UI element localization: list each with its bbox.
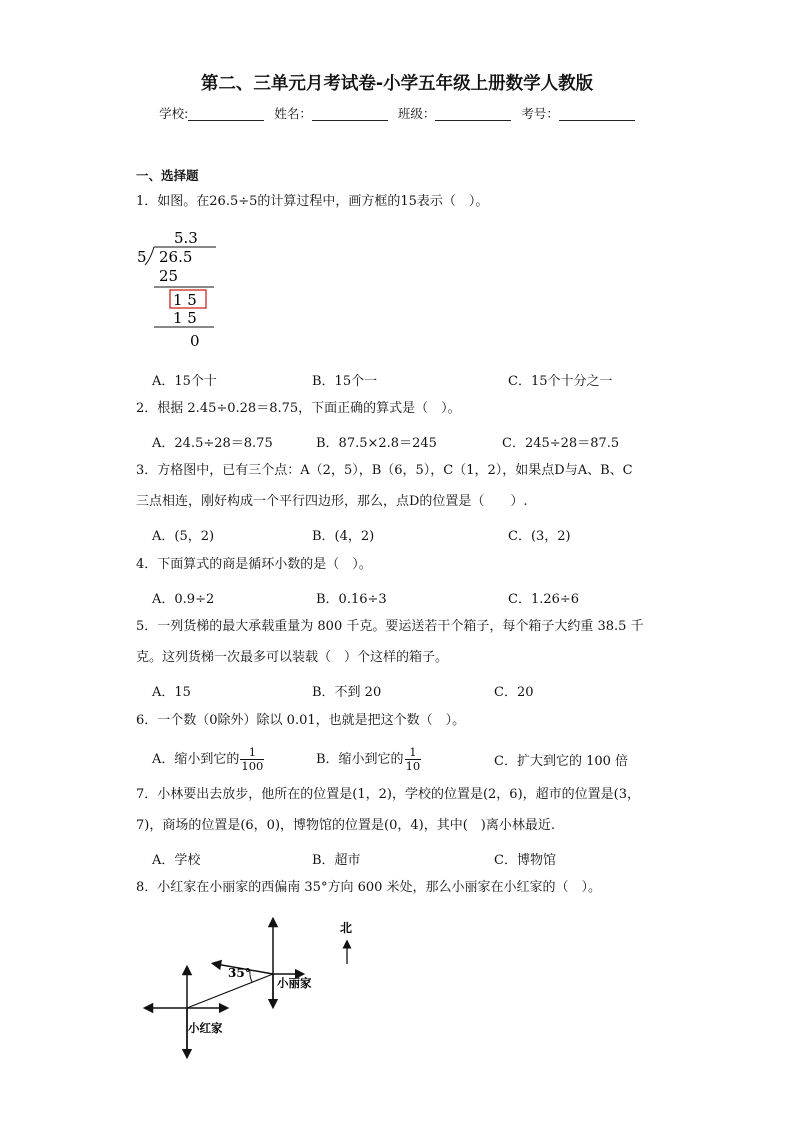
option-c[interactable]: C．扩大到它的 100 倍 [494,754,629,769]
question-number: 4． [136,557,158,572]
option-label: B．缩小到它的 [316,752,404,767]
student-info-line [0,104,794,122]
question-text: 下面算式的商是循环小数的是（ ）。 [157,557,372,572]
question-text: 小红家在小丽家的西偏南 35°方向 600 米处，那么小丽家在小红家的（ ）。 [157,880,602,895]
dividend-text: 26.5 [159,248,193,266]
angle-label: 35° [228,966,251,980]
option-c[interactable]: C．博物馆 [494,853,556,868]
name-label: 姓名： [274,106,312,121]
question-7 [136,779,666,841]
question-2 [136,393,666,424]
question-3 [136,455,666,517]
question-number: 5． [136,619,158,634]
question-text-line-2: 7)，商场的位置是(6，0)，博物馆的位置是(0，4)，其中( )离小林最近. [136,818,555,833]
option-b[interactable]: B．超市 [312,853,361,868]
name-blank[interactable] [312,107,388,121]
question-number: 2． [136,401,158,416]
question-8 [136,872,666,903]
fraction [405,746,422,773]
question-6 [136,705,666,736]
option-a[interactable]: A．24.5÷28＝8.75 [152,436,273,451]
school-blank[interactable] [188,107,264,121]
question-text: 如图。在26.5÷5的计算过程中，画方框的15表示（ ）。 [157,194,489,209]
question-3-options [152,525,672,545]
divisor-text: 5 [137,248,147,266]
question-number: 7． [136,787,158,802]
xiaoli-home-label: 小丽家 [277,976,312,990]
class-label: 班级： [397,106,436,121]
question-number: 1． [136,194,158,209]
question-2-options [152,432,672,452]
question-1-options [152,370,672,390]
fraction-numerator: 1 [405,746,422,760]
option-b[interactable]: B．15个一 [312,374,378,389]
id-label: 考号： [521,106,559,121]
north-label: 北 [340,921,353,935]
quotient-text: 5.3 [174,229,198,247]
option-a[interactable] [152,746,264,773]
option-c[interactable]: C．20 [494,685,534,700]
fraction-numerator: 1 [240,746,264,760]
option-a[interactable]: A．学校 [152,853,201,868]
question-text-line-2: 三点相连，刚好构成一个平行四边形，那么，点D的位置是（ ）. [136,494,528,509]
class-blank[interactable] [435,107,511,121]
page-title: 第二、三单元月考试卷-小学五年级上册数学人教版 [200,74,594,94]
fraction [240,746,264,773]
product-text: 1 5 [173,309,197,327]
question-text: 一个数（0除外）除以 0.01，也就是把这个数（ ）。 [157,713,466,728]
question-text: 一列货梯的最大承载重量为 800 千克。要运送若干个箱子，每个箱子大约重 38.5 千 [157,619,644,634]
question-number: 3． [136,463,158,478]
id-blank[interactable] [559,107,635,121]
question-1 [136,186,666,217]
school-label: 学校: [159,106,189,121]
option-b[interactable]: B．0.16÷3 [316,592,387,607]
option-a[interactable]: A．0.9÷2 [152,592,215,607]
fraction-denominator: 10 [405,759,421,773]
option-a[interactable]: A．15个十 [152,374,217,389]
question-text: 方格图中，已有三个点：A（2，5），B（6，5），C（1，2），如果点D与A、B、C [157,463,633,478]
option-a[interactable]: A．(5，2) [152,529,215,544]
question-5-options [152,681,672,701]
long-division-figure [130,226,230,354]
question-number: 6． [136,713,158,728]
option-c[interactable]: C．15个十分之一 [508,374,613,389]
question-number: 8． [136,880,158,895]
option-c[interactable]: C．245÷28＝87.5 [502,436,620,451]
option-label: A．缩小到它的 [152,752,240,767]
question-7-options [152,849,672,869]
question-text: 根据 2.45÷0.28＝8.75，下面正确的算式是（ ）。 [157,401,461,416]
option-c[interactable]: C．1.26÷6 [508,592,580,607]
option-b[interactable]: B．87.5×2.8＝245 [316,436,437,451]
direction-diagram [140,912,370,1062]
partial-product-text: 25 [159,267,179,285]
option-c[interactable]: C．(3，2) [508,529,571,544]
section-title: 一、选择题 [136,168,199,183]
xiaohong-home-label: 小红家 [188,1021,223,1035]
question-5 [136,611,666,673]
question-text-line-2: 克。这列货梯一次最多可以装载（ ）个这样的箱子。 [136,650,449,665]
question-4-options [152,588,672,608]
boxed-number-text: 1 5 [173,291,197,309]
option-a[interactable]: A．15 [152,685,191,700]
fraction-denominator: 100 [241,759,264,773]
question-4 [136,549,666,580]
option-b[interactable]: B．不到 20 [312,685,382,700]
question-text: 小林要出去放步，他所在的位置是(1，2)，学校的位置是(2，6)，超市的位置是(3， [157,787,640,802]
question-6-options [152,740,672,776]
remainder-text: 0 [190,332,200,350]
option-b[interactable] [316,746,421,773]
option-b[interactable]: B．(4，2) [312,529,375,544]
